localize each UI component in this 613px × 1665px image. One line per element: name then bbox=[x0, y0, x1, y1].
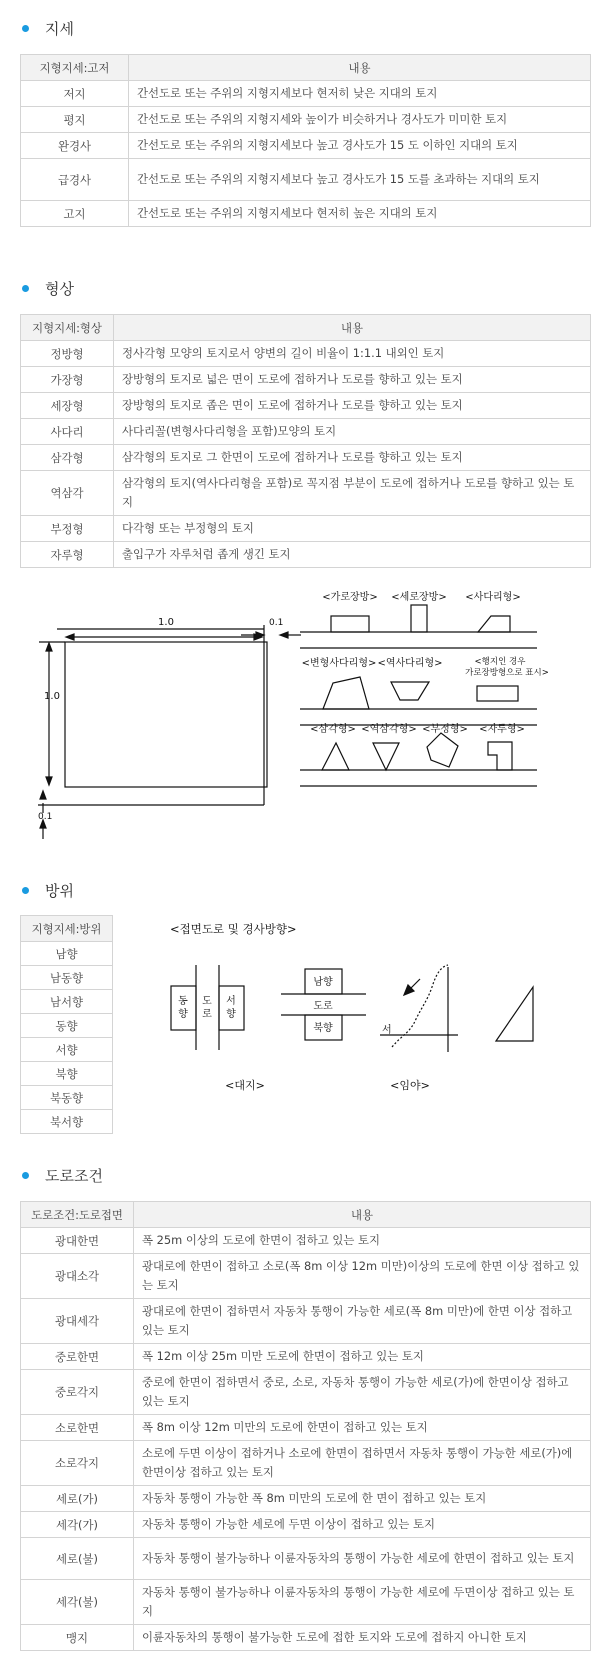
table-row bbox=[21, 201, 591, 227]
table-cell-key: 북향 bbox=[21, 1062, 113, 1086]
table-header: 지형지세:고저 bbox=[21, 55, 129, 81]
table-cell-key: 맹지 bbox=[21, 1625, 134, 1651]
section-title-terrain bbox=[22, 18, 74, 39]
label-gajang: <가로장방> bbox=[322, 592, 378, 603]
table-row bbox=[21, 1512, 591, 1538]
label-byeonhyeong: <변형사다리형> bbox=[301, 658, 377, 669]
shape-yeoksamgak bbox=[373, 743, 399, 770]
table-cell-value: 다각형 또는 부정형의 토지 bbox=[114, 516, 591, 542]
south-label: 남향 bbox=[313, 977, 333, 988]
table-cell-value: 장방형의 토지로 좁은 면이 도로에 접하거나 도로를 향하고 있는 토지 bbox=[114, 393, 591, 419]
table-cell-value: 간선도로 또는 주위의 지형지세보다 높고 경사도가 15 도를 초과하는 지대의 토지 bbox=[129, 159, 591, 201]
label-note-1: <행지인 경우 bbox=[474, 657, 526, 667]
table-cell-key: 광대한면 bbox=[21, 1228, 134, 1254]
west-label-1: 서 bbox=[226, 996, 236, 1007]
table-row bbox=[21, 1625, 591, 1651]
table-row bbox=[21, 159, 591, 201]
table-row bbox=[21, 107, 591, 133]
label-jaru: <자루형> bbox=[479, 724, 525, 735]
west-box bbox=[219, 986, 244, 1030]
table-row bbox=[21, 990, 113, 1014]
table-cell-key: 북동향 bbox=[21, 1086, 113, 1110]
table-cell-key: 소로각지 bbox=[21, 1441, 134, 1486]
north-label: 북향 bbox=[313, 1023, 333, 1034]
caption-land: <대지> bbox=[225, 1079, 265, 1092]
table-cell-key: 광대소각 bbox=[21, 1254, 134, 1299]
table-cell-value: 광대로에 한면이 접하면서 자동차 통행이 가능한 세로(폭 8m 미만)에 한면 이상 접하고 있는 토지 bbox=[134, 1299, 591, 1344]
east-label-2: 향 bbox=[178, 1009, 188, 1020]
table-row bbox=[21, 966, 113, 990]
table-row bbox=[21, 1299, 591, 1344]
shape-narrow-note bbox=[477, 686, 518, 701]
table-cell-value: 사다리꼴(변형사다리형을 포함)모양의 토지 bbox=[114, 419, 591, 445]
section-title-shape bbox=[22, 278, 74, 299]
table-cell-value: 정사각형 모양의 토지로서 양변의 길이 비율이 1:1.1 내외인 토지 bbox=[114, 341, 591, 367]
label-samgak: <삼각형> bbox=[310, 724, 356, 735]
slope-triangle bbox=[496, 987, 533, 1041]
forest-diagram bbox=[380, 965, 533, 1052]
shape-jaru bbox=[488, 742, 512, 770]
shape-gajang bbox=[331, 616, 369, 632]
caption-forest: <임야> bbox=[390, 1079, 430, 1092]
shape-sejang bbox=[411, 605, 427, 632]
table-cell-key: 삼각형 bbox=[21, 445, 114, 471]
road-horizontal-label: 도로 bbox=[313, 1001, 333, 1012]
table-header: 지형지세:형상 bbox=[21, 315, 114, 341]
east-label-1: 동 bbox=[178, 996, 188, 1007]
table-cell-key: 역삼각 bbox=[21, 471, 114, 516]
bullet-icon bbox=[22, 1172, 29, 1179]
label-sadari: <사다리형> bbox=[465, 592, 521, 603]
table-cell-key: 중로각지 bbox=[21, 1370, 134, 1415]
table-cell-value: 장방형의 토지로 넓은 면이 도로에 접하거나 도로를 향하고 있는 토지 bbox=[114, 367, 591, 393]
bullet-icon bbox=[22, 887, 29, 894]
shape-yeoksadari bbox=[391, 682, 429, 700]
table-cell-value: 중로에 한면이 접하면서 중로, 소로, 자동차 통행이 가능한 세로(가)에 한면이상 접하고 있는 토지 bbox=[134, 1370, 591, 1415]
table-cell-key: 중로한면 bbox=[21, 1344, 134, 1370]
table-cell-value: 간선도로 또는 주위의 지형지세보다 현저히 높은 지대의 토지 bbox=[129, 201, 591, 227]
table-header: 지형지세:방위 bbox=[21, 916, 113, 942]
label-sejang: <세로장방> bbox=[391, 592, 447, 603]
land-road-diagram bbox=[171, 965, 366, 1050]
table-row bbox=[21, 1254, 591, 1299]
table-cell-key: 가장형 bbox=[21, 367, 114, 393]
table-row bbox=[21, 1441, 591, 1486]
section-title-road bbox=[22, 1165, 103, 1186]
table-row bbox=[21, 1486, 591, 1512]
table-row bbox=[21, 1580, 591, 1625]
table-row bbox=[21, 1415, 591, 1441]
table-row bbox=[21, 1062, 113, 1086]
table-cell-key: 급경사 bbox=[21, 159, 129, 201]
label-note-2: 가로장방형으로 표시> bbox=[465, 668, 549, 678]
shape-diagram bbox=[0, 592, 613, 845]
table-cell-key: 세각(가) bbox=[21, 1512, 134, 1538]
section-title-text: 형상 bbox=[45, 280, 74, 298]
table-row bbox=[21, 516, 591, 542]
table-cell-value: 광대로에 한면이 접하고 소로(폭 8m 이상 12m 미만)이상의 도로에 한면 이상 접하고 있는 토지 bbox=[134, 1254, 591, 1299]
shape-sadari bbox=[478, 616, 510, 632]
table-row bbox=[21, 1370, 591, 1415]
table-cell-key: 자루형 bbox=[21, 542, 114, 568]
table-cell-value: 자동차 통행이 가능한 세로에 두면 이상이 접하고 있는 토지 bbox=[134, 1512, 591, 1538]
direction-diagram-title: <접면도로 및 경사방향> bbox=[170, 922, 297, 936]
table-cell-value: 삼각형의 토지로 그 한면이 도로에 접하거나 도로를 향하고 있는 토지 bbox=[114, 445, 591, 471]
table-cell-key: 완경사 bbox=[21, 133, 129, 159]
table-header: 내용 bbox=[114, 315, 591, 341]
table-row bbox=[21, 542, 591, 568]
table-row bbox=[21, 341, 591, 367]
table-cell-value: 자동차 통행이 불가능하나 이륜자동차의 통행이 가능한 세로에 한면이 접하고 있는 토지 bbox=[134, 1538, 591, 1580]
ratio-diagram bbox=[38, 625, 301, 839]
road-table bbox=[20, 1201, 591, 1651]
table-row bbox=[21, 1228, 591, 1254]
table-row bbox=[21, 419, 591, 445]
shape-samgak bbox=[322, 743, 349, 770]
table-cell-key: 서향 bbox=[21, 1038, 113, 1062]
dim-small-top-label: 0.1 bbox=[269, 618, 284, 628]
table-row bbox=[21, 133, 591, 159]
table-cell-key: 사다리 bbox=[21, 419, 114, 445]
table-row bbox=[21, 367, 591, 393]
table-cell-key: 세로(불) bbox=[21, 1538, 134, 1580]
table-row bbox=[21, 471, 591, 516]
dim-small-left-label: 0.1 bbox=[38, 812, 53, 822]
bullet-icon bbox=[22, 25, 29, 32]
table-row bbox=[21, 1344, 591, 1370]
table-cell-value: 폭 12m 이상 25m 미만 도로에 한면이 접하고 있는 토지 bbox=[134, 1344, 591, 1370]
table-cell-key: 북서향 bbox=[21, 1110, 113, 1134]
dim-height-label: 1.0 bbox=[44, 691, 60, 702]
table-cell-key: 세장형 bbox=[21, 393, 114, 419]
table-row bbox=[21, 81, 591, 107]
table-header: 도로조건:도로접면 bbox=[21, 1202, 134, 1228]
section-title-text: 지세 bbox=[45, 20, 74, 38]
table-cell-value: 자동차 통행이 가능한 폭 8m 미만의 도로에 한 면이 접하고 있는 토지 bbox=[134, 1486, 591, 1512]
label-bujeong: <부정형> bbox=[422, 724, 468, 735]
land-rectangle bbox=[65, 642, 267, 787]
road-vertical-1: 도 bbox=[202, 996, 212, 1007]
table-row bbox=[21, 445, 591, 471]
table-cell-value: 자동차 통행이 불가능하나 이륜자동차의 통행이 가능한 세로에 두면이상 접하고 있는 토지 bbox=[134, 1580, 591, 1625]
terrain-table bbox=[20, 54, 591, 227]
label-yeoksamgak: <역삼각형> bbox=[361, 724, 417, 735]
road-vertical-2: 로 bbox=[202, 1009, 212, 1020]
table-cell-key: 정방형 bbox=[21, 341, 114, 367]
table-cell-value: 소로에 두면 이상이 접하거나 소로에 한면이 접하면서 자동차 통행이 가능한 세로(가)에 한면이상 접하고 있는 토지 bbox=[134, 1441, 591, 1486]
direction-table bbox=[20, 915, 113, 1134]
table-row bbox=[21, 1014, 113, 1038]
table-cell-key: 광대세각 bbox=[21, 1299, 134, 1344]
east-box bbox=[171, 986, 196, 1030]
shape-bujeong bbox=[427, 733, 458, 767]
table-cell-value: 간선도로 또는 주위의 지형지세와 높이가 비슷하거나 경사도가 미미한 토지 bbox=[129, 107, 591, 133]
table-cell-key: 저지 bbox=[21, 81, 129, 107]
section-title-text: 방위 bbox=[45, 882, 74, 900]
table-cell-key: 소로한면 bbox=[21, 1415, 134, 1441]
table-cell-value: 이륜자동차의 통행이 불가능한 도로에 접한 토지와 도로에 접하지 아니한 토지 bbox=[134, 1625, 591, 1651]
label-yeoksadari: <역사다리형> bbox=[377, 658, 443, 669]
section-title-direction bbox=[22, 880, 74, 901]
table-row bbox=[21, 1038, 113, 1062]
table-cell-value: 폭 8m 이상 12m 미만의 도로에 한면이 접하고 있는 토지 bbox=[134, 1415, 591, 1441]
table-header: 내용 bbox=[129, 55, 591, 81]
table-cell-value: 간선도로 또는 주위의 지형지세보다 높고 경사도가 15 도 이하인 지대의 토지 bbox=[129, 133, 591, 159]
table-cell-value: 삼각형의 토지(역사다리형을 포함)로 꼭지점 부분이 도로에 접하거나 도로를 향하고 있는 토지 bbox=[114, 471, 591, 516]
table-cell-key: 남동향 bbox=[21, 966, 113, 990]
shape-byeonhyeong bbox=[323, 677, 369, 709]
table-cell-key: 평지 bbox=[21, 107, 129, 133]
table-row bbox=[21, 1086, 113, 1110]
table-row bbox=[21, 1110, 113, 1134]
shape-table bbox=[20, 314, 591, 568]
table-header: 내용 bbox=[134, 1202, 591, 1228]
table-cell-value: 폭 25m 이상의 도로에 한면이 접하고 있는 토지 bbox=[134, 1228, 591, 1254]
table-cell-value: 간선도로 또는 주위의 지형지세보다 현저히 낮은 지대의 토지 bbox=[129, 81, 591, 107]
table-cell-key: 부정형 bbox=[21, 516, 114, 542]
table-cell-key: 세로(가) bbox=[21, 1486, 134, 1512]
table-row bbox=[21, 1538, 591, 1580]
table-cell-key: 세각(불) bbox=[21, 1580, 134, 1625]
table-row bbox=[21, 393, 591, 419]
dim-width-label: 1.0 bbox=[158, 617, 174, 628]
table-cell-key: 고지 bbox=[21, 201, 129, 227]
west-label-2: 향 bbox=[226, 1009, 236, 1020]
table-row bbox=[21, 942, 113, 966]
table-cell-value: 출입구가 자루처럼 좁게 생긴 토지 bbox=[114, 542, 591, 568]
table-cell-key: 동향 bbox=[21, 1014, 113, 1038]
table-cell-key: 남향 bbox=[21, 942, 113, 966]
section-title-text: 도로조건 bbox=[45, 1167, 103, 1185]
direction-diagram bbox=[140, 915, 600, 1105]
table-cell-key: 남서향 bbox=[21, 990, 113, 1014]
forest-west-label: 서 bbox=[382, 1025, 392, 1036]
bullet-icon bbox=[22, 285, 29, 292]
shape-examples bbox=[300, 605, 537, 786]
